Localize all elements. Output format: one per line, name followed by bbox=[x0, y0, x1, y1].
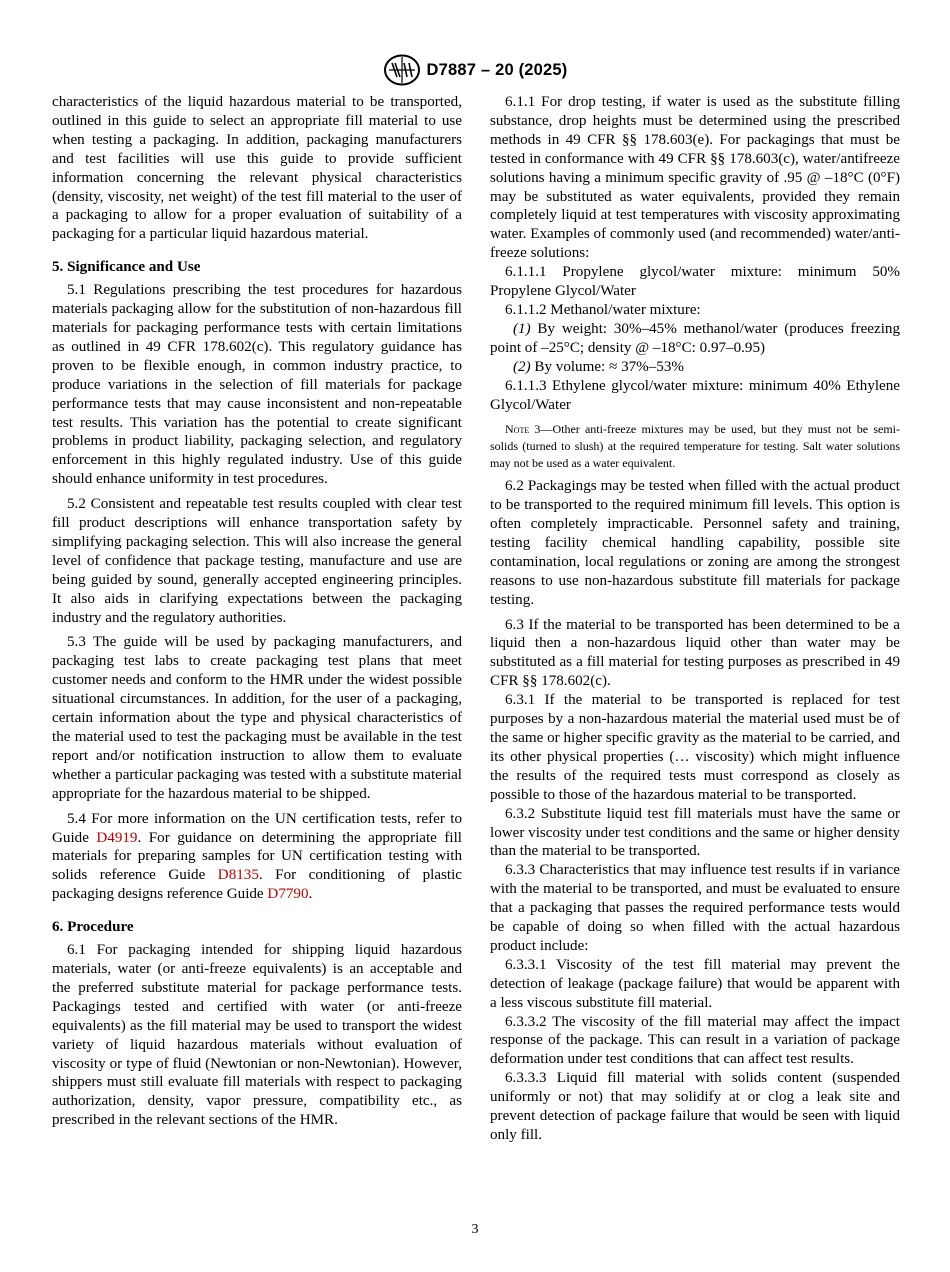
list-item-by-volume bbox=[490, 358, 900, 377]
paragraph-6-3-3: 6.3.3 Characteristics that may influence test results if in variance with the material to be transported, and must be evaluated to ensure that a packaging that passes the required performance tests would be capable of doing so when filled with the actual hazardous product include: bbox=[490, 862, 900, 954]
link-d4919[interactable]: D4919 bbox=[96, 829, 138, 846]
note-label: Note 3 bbox=[505, 422, 541, 437]
note-text: —Other anti-freeze mixtures may be used, but they must not be semi-solids (turned to slush) at the required temperature for testing. Salt water solutions may not be used as a water equivalent. bbox=[490, 422, 900, 470]
paragraph-6-3-2: 6.3.2 Substitute liquid test fill materials must have the same or lower viscosity under test conditions and the same or higher density than the material to be transported. bbox=[490, 805, 900, 860]
p5-4-text-c: . For conditioning of plastic packaging designs reference Guide bbox=[52, 867, 462, 903]
page-number: 3 bbox=[471, 1222, 479, 1237]
list-item-text-2: By volume: ≈ 37%–53% bbox=[530, 358, 684, 375]
paragraph-6-3-3-1: 6.3.3.1 Viscosity of the test fill material may prevent the detection of leakage (package failure) that would be apparent with a less viscous substitute fill material. bbox=[490, 956, 900, 1011]
paragraph-5-4 bbox=[52, 810, 462, 905]
list-item-by-weight bbox=[490, 320, 900, 358]
document-designation: D7887 – 20 (2025) bbox=[426, 60, 568, 79]
p5-4-text-a: 5.4 For more information on the UN certification tests, refer to Guide bbox=[52, 810, 462, 846]
paragraph-6-3: 6.3 If the material to be transported has been determined to be a liquid then a non-hazardous liquid other than water may be substituted as a fill material for testing purposes as prescribed in 49 CFR §§ 178.602(c). bbox=[490, 616, 900, 690]
section-5-heading: 5. Significance and Use bbox=[52, 259, 201, 276]
section-6-heading: 6. Procedure bbox=[52, 919, 134, 936]
link-d8135[interactable]: D8135 bbox=[217, 867, 259, 884]
paragraph-6-1-1: 6.1.1 For drop testing, if water is used as the substitute filling substance, drop heights must be determined using the prescribed methods in 49 CFR §§ 178.603(e). For packagings that must be tested in conformance with 49 CFR §§ 178.603(c), water/antifreeze solutions having a minimum specific gravity of .95 @ –18°C (0°F) may be substituted as water equivalents, provided they remain completely liquid at test temperatures with viscosity approximating water. Examples of commonly used (and recommended) water/anti-freeze solutions: bbox=[490, 94, 900, 262]
right-column bbox=[490, 93, 900, 1145]
paragraph-6-1: 6.1 For packaging intended for shipping liquid hazardous materials, water (or anti-freeze equivalents) is an acceptable and the preferred substitute material for package performance tests. Packagings tested and certified with water (or anti-freeze equivalents) as the fill material may be used to transport the widest variety of liquid hazardous materials without evaluation of viscosity or type of fluid (Newtonian or non-Newtonian). However, shippers must still evaluate fill materials with respect to packaging authorization, density, vapor pressure, compatibility etc., as prescribed in the relevant sections of the HMR. bbox=[52, 942, 462, 1129]
paragraph-6-3-1: 6.3.1 If the material to be transported is replaced for test purposes by a non-hazardous material the material used must be of the same or higher specific gravity as the material to be carried, and its other physical properties (… viscosity) which might influence the results of the required tests must correspond as closely as possible to those of the hazardous material to be transported. bbox=[490, 692, 900, 803]
paragraph-6-2: 6.2 Packagings may be tested when filled with the actual product to be transported to the required minimum fill levels. This option is often completely impracticable. Personnel safety and training, testing facility chemical handling capability, possible site contamination, local regulations or zoning are among the strongest reasons to use non-hazardous substitute fill materials for package testing. bbox=[490, 478, 900, 608]
p5-4-text-d: . bbox=[308, 886, 313, 903]
page-header bbox=[0, 54, 950, 86]
list-item-number-1: (1) bbox=[513, 320, 531, 337]
paragraph-5-2: 5.2 Consistent and repeatable test results coupled with clear test fill product descriptions will enhance transportation safety by simplifying packaging selection. This will also increase the general level of confidence that package testing, manufacture and use are being guided by sound, generally accepted engineering principles. It also aids in clarifying expectations between the packaging industry and the regulatory authorities. bbox=[52, 496, 462, 626]
paragraph-6-1-1-2: 6.1.1.2 Methanol/water mixture: bbox=[505, 301, 701, 318]
paragraph-6-3-3-2: 6.3.3.2 The viscosity of the fill material may affect the impact response of the package. This can result in a variation of package deformation under test conditions that can affect test results. bbox=[490, 1013, 900, 1068]
left-column bbox=[52, 93, 462, 1130]
paragraph-6-1-1-1: 6.1.1.1 Propylene glycol/water mixture: minimum 50% Propylene Glycol/Water bbox=[490, 264, 900, 300]
intro-paragraph: characteristics of the liquid hazardous material to be transported, outlined in this guide to select an appropriate fill material to use when testing a packaging. In addition, packaging manufacturers and test facilities will use this guide to provide sufficient information concerning the relevant physical characteristics (density, viscosity, net weight) of the test fill material to the user of a packaging to allow for a proper evaluation of suitability of a packaging for a particular liquid hazardous material. bbox=[52, 94, 462, 243]
list-item-text-1: By weight: 30%–45% methanol/water (produces freezing point of –25°C; density @ –18°C: 0.97–0.95) bbox=[490, 320, 900, 356]
link-d7790[interactable]: D7790 bbox=[267, 886, 309, 903]
paragraph-6-3-3-3: 6.3.3.3 Liquid fill material with solids content (suspended uniformly or not) that may solidify at or clog a leak site and prevent detection of package failure that would be seen with liquid only fill. bbox=[490, 1070, 900, 1143]
p5-4-text-b: . For guidance on determining the appropriate fill materials for preparing samples for UN certification testing with solids reference Guide bbox=[52, 829, 462, 884]
paragraph-6-1-1-3: 6.1.1.3 Ethylene glycol/water mixture: minimum 40% Ethylene Glycol/Water bbox=[490, 377, 900, 413]
note-3 bbox=[490, 421, 900, 471]
astm-logo bbox=[383, 54, 421, 86]
paragraph-5-3: 5.3 The guide will be used by packaging manufacturers, and packaging test labs to create packaging test plans that meet customer needs and conform to the HMR under the widest possible situational circumstances. In addition, for the user of a packaging, certain information about the type and physical characteristics of the material used to test the packaging must be available in the test report and/or notification instruction to allow them to evaluate whether a particular packaging was tested with a substitute material appropriate for the hazardous material to be shipped. bbox=[52, 634, 462, 802]
list-item-number-2: (2) bbox=[513, 358, 531, 375]
paragraph-5-1: 5.1 Regulations prescribing the test procedures for hazardous materials packaging allow for the substitution of non-hazardous fill materials for packaging performance tests with certain limitations as outlined in 49 CFR 178.602(c). This regulatory guidance has proven to be flexible enough, in common industry practice, to produce variations in the selection of fill materials for package performance tests that may cause inconsistent and non-repeatable test results. This variation has the potential to create significant problems in product liability, packaging selection, and regulatory enforcement in this highly regulated industry. Use of this guide should enhance uniformity in test procedures. bbox=[52, 282, 462, 488]
